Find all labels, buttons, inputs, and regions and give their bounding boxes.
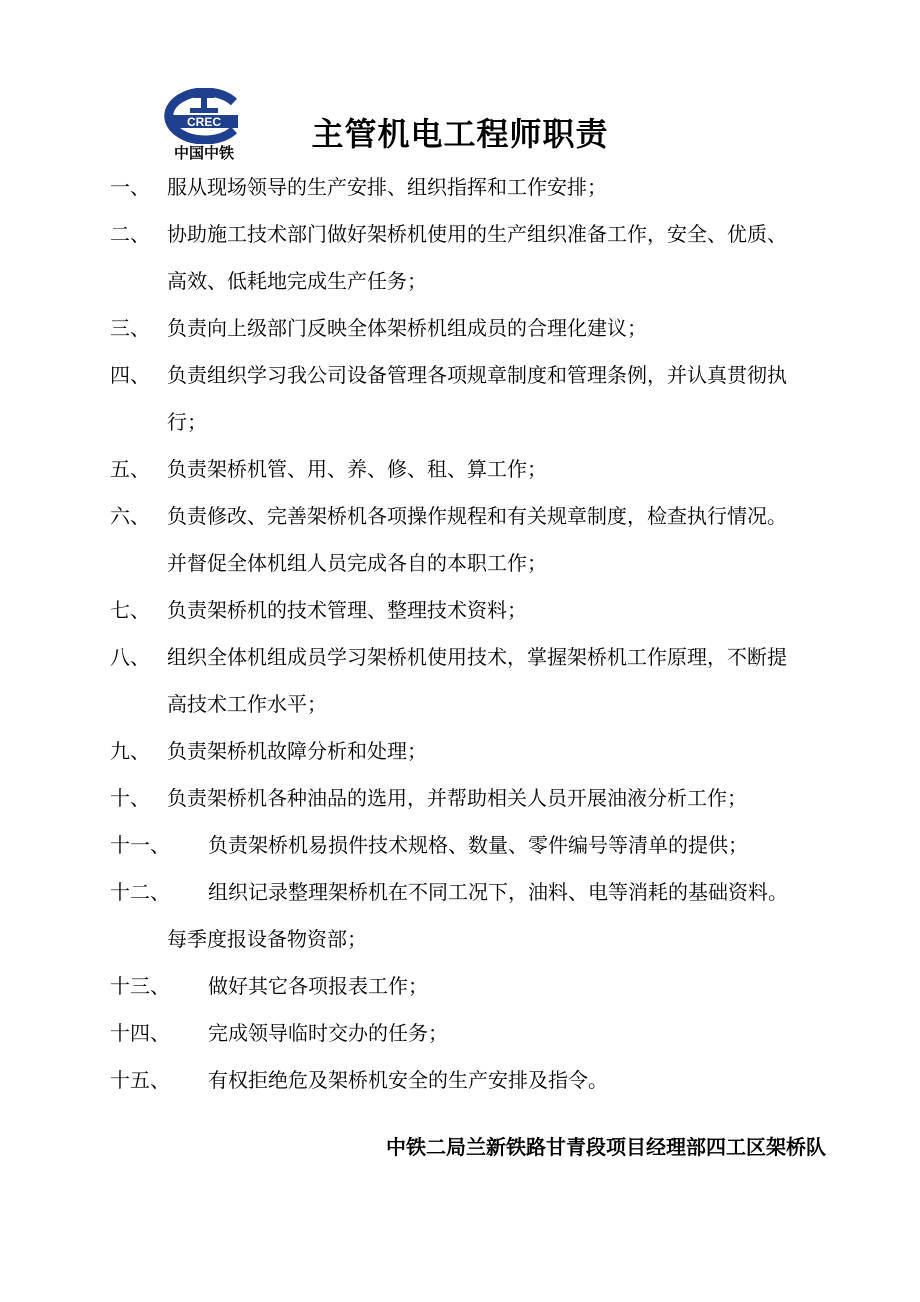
duty-item-number: 八、 [110,645,150,669]
duty-item [110,446,840,493]
duty-item-number: 三、 [110,316,150,340]
duty-item [110,211,840,305]
duty-item-number: 六、 [110,504,150,528]
duty-item-continuation: 高效、低耗地完成生产任务； [167,269,427,293]
logo-mark-text: CREC [186,115,222,129]
duty-item [110,869,840,963]
duty-item-text: 组织记录整理架桥机在不同工况下，油料、电等消耗的基础资料。 [208,880,788,904]
duty-item-continuation: 行； [167,410,207,434]
duty-item [110,634,840,728]
duty-item-text: 服从现场领导的生产安排、组织指挥和工作安排； [167,175,607,199]
duty-item-text: 负责修改、完善架桥机各项操作规程和有关规章制度，检查执行情况。 [167,504,787,528]
duty-item-number: 七、 [110,598,150,622]
duty-item [110,1057,840,1104]
duty-item-text: 负责架桥机的技术管理、整理技术资料； [167,598,527,622]
duty-item-text: 负责向上级部门反映全体架桥机组成员的合理化建议； [167,316,647,340]
duty-item [110,822,840,869]
logo-caption: 中国中铁 [173,144,234,162]
duty-item-number: 二、 [110,222,150,246]
duty-item [110,963,840,1010]
duty-item-continuation: 并督促全体机组人员完成各自的本职工作； [167,551,547,575]
duty-item-text: 组织全体机组成员学习架桥机使用技术，掌握架桥机工作原理，不断提 [167,645,787,669]
duty-list [110,164,840,1104]
duty-item-number: 五、 [110,457,150,481]
duty-item-number: 十、 [110,786,150,810]
duty-item-number: 十三、 [110,974,170,998]
duty-item-continuation: 每季度报设备物资部； [167,927,367,951]
duty-item-text: 负责组织学习我公司设备管理各项规章制度和管理条例，并认真贯彻执 [167,363,787,387]
duty-item-number: 十五、 [110,1068,170,1092]
duty-item [110,164,840,211]
duty-item-text: 负责架桥机易损件技术规格、数量、零件编号等清单的提供； [208,833,748,857]
duty-item-text: 负责架桥机故障分析和处理； [167,739,427,763]
duty-item [110,493,840,587]
duty-item [110,587,840,634]
duty-item-text: 完成领导临时交办的任务； [208,1021,448,1045]
duty-item [110,728,840,775]
duty-item-number: 十四、 [110,1021,170,1045]
duty-item [110,305,840,352]
duty-item [110,352,840,446]
duty-item-text: 负责架桥机管、用、养、修、租、算工作； [167,457,547,481]
duty-item-number: 四、 [110,363,150,387]
duty-item-text: 有权拒绝危及架桥机安全的生产安排及指令。 [208,1068,608,1092]
duty-item-number: 九、 [110,739,150,763]
duty-item-text: 做好其它各项报表工作； [208,974,428,998]
duty-item-text: 负责架桥机各种油品的选用，并帮助相关人员开展油液分析工作； [167,786,747,810]
organization-signature: 中铁二局兰新铁路甘青段项目经理部四工区架桥队 [386,1135,826,1159]
duty-item [110,1010,840,1057]
duty-item-number: 十二、 [110,880,170,904]
page-title: 主管机电工程师职责 [311,115,609,153]
duty-item-continuation: 高技术工作水平； [167,692,327,716]
duty-item [110,775,840,822]
duty-item-number: 十一、 [110,833,170,857]
duty-item-text: 协助施工技术部门做好架桥机使用的生产组织准备工作，安全、优质、 [167,222,787,246]
duty-item-number: 一、 [110,175,150,199]
